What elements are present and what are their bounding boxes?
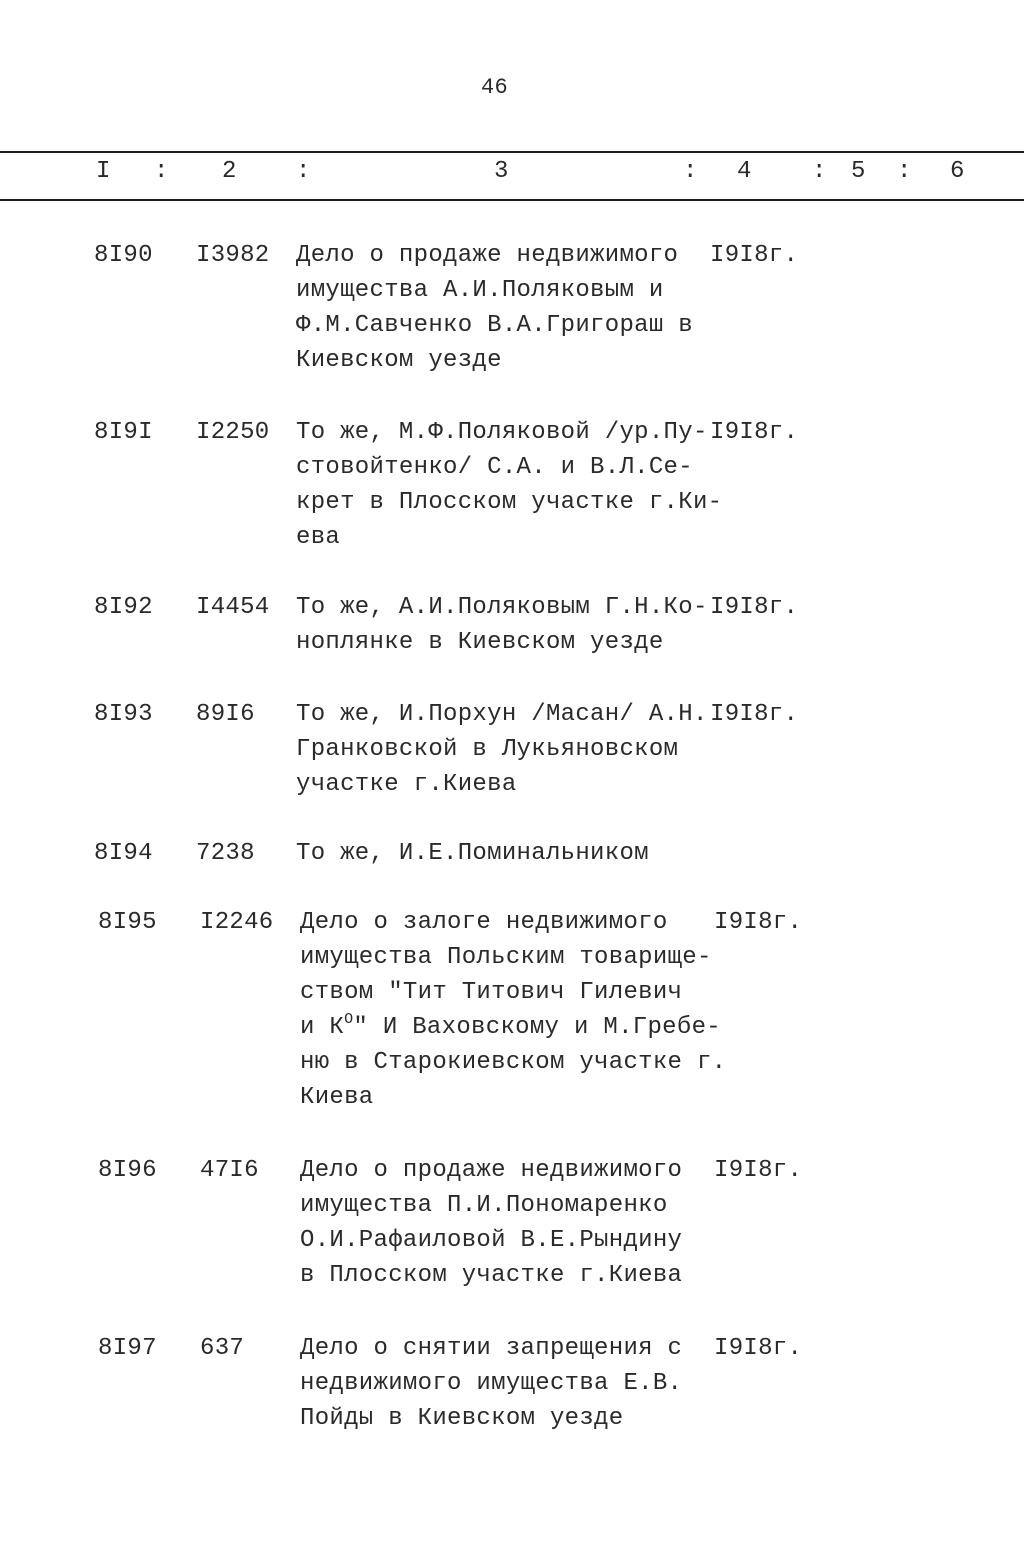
archive-file-number: 47I6 — [200, 1157, 259, 1184]
record-number: 8I92 — [94, 594, 153, 621]
record-description-line: То же, И.Е.Поминальником — [296, 840, 649, 867]
record-description-line — [300, 1010, 721, 1045]
record-description-line: участке г.Киева — [296, 771, 517, 798]
record-description-line: То же, И.Порхун /Масан/ А.Н. — [296, 701, 708, 728]
text-part: и К — [300, 1014, 345, 1041]
record-description-line: То же, М.Ф.Поляковой /ур.Пу- — [296, 419, 708, 446]
archive-file-number: 89I6 — [196, 701, 255, 728]
column-header: 3 — [494, 158, 509, 185]
record-description-line: Дело о продаже недвижимого — [296, 242, 679, 269]
column-separator: : — [683, 158, 698, 185]
record-number: 8I94 — [94, 840, 153, 867]
column-header: 2 — [222, 158, 237, 185]
record-number: 8I97 — [98, 1335, 157, 1362]
record-description-line: в Плосском участке г.Киева — [300, 1262, 683, 1289]
archive-file-number: I3982 — [196, 242, 270, 269]
record-description-line: Ф.М.Савченко В.А.Григораш в — [296, 312, 693, 339]
record-year: I9I8г. — [710, 701, 799, 728]
record-description-line: Гранковской в Лукьяновском — [296, 736, 679, 763]
column-separator: : — [296, 158, 311, 185]
record-description-line: имущества П.И.Пономаренко — [300, 1192, 668, 1219]
column-separator: : — [897, 158, 912, 185]
record-number: 8I96 — [98, 1157, 157, 1184]
record-description-line: недвижимого имущества Е.В. — [300, 1370, 683, 1397]
archive-file-number: I4454 — [196, 594, 270, 621]
record-number: 8I90 — [94, 242, 153, 269]
record-description-line: ноплянке в Киевском уезде — [296, 629, 664, 656]
column-header: 6 — [950, 158, 965, 185]
record-year: I9I8г. — [710, 419, 799, 446]
record-description-line: Киевском уезде — [296, 347, 502, 374]
record-description-line: крет в Плосском участке г.Ки- — [296, 489, 723, 516]
text-part: " И Ваховскому и М.Гребе- — [353, 1014, 721, 1041]
record-description-line: ню в Старокиевском участке г. — [300, 1049, 727, 1076]
record-description-line: Пойды в Киевском уезде — [300, 1405, 624, 1432]
record-year: I9I8г. — [710, 594, 799, 621]
record-description-line: Дело о залоге недвижимого — [300, 909, 668, 936]
archive-file-number: 637 — [200, 1335, 245, 1362]
column-separator: : — [154, 158, 169, 185]
record-description-line: Дело о продаже недвижимого — [300, 1157, 683, 1184]
page-number: 46 — [481, 75, 509, 100]
record-description-line: То же, А.И.Поляковым Г.Н.Ко- — [296, 594, 708, 621]
record-description-line: ева — [296, 524, 341, 551]
record-year: I9I8г. — [714, 1335, 803, 1362]
archive-file-number: 7238 — [196, 840, 255, 867]
superscript: О — [344, 1011, 354, 1028]
column-header: 5 — [851, 158, 866, 185]
record-description-line: Дело о снятии запрещения с — [300, 1335, 683, 1362]
archive-file-number: I2246 — [200, 909, 274, 936]
record-number: 8I95 — [98, 909, 157, 936]
record-description-line: ством "Тит Титович Гилевич — [300, 979, 683, 1006]
record-number: 8I9I — [94, 419, 153, 446]
record-year: I9I8г. — [714, 909, 803, 936]
header-bottom-rule — [0, 199, 1024, 201]
column-header: 4 — [737, 158, 752, 185]
record-description-line: имущества А.И.Поляковым и — [296, 277, 664, 304]
archive-file-number: I2250 — [196, 419, 270, 446]
record-year: I9I8г. — [714, 1157, 803, 1184]
record-description-line: О.И.Рафаиловой В.Е.Рындину — [300, 1227, 683, 1254]
header-top-rule — [0, 151, 1024, 153]
record-description-line: Киева — [300, 1084, 374, 1111]
column-separator: : — [812, 158, 827, 185]
record-description-line: стовойтенко/ С.А. и В.Л.Се- — [296, 454, 693, 481]
record-description-line: имущества Польским товарище- — [300, 944, 712, 971]
column-header: I — [96, 158, 111, 185]
record-number: 8I93 — [94, 701, 153, 728]
record-year: I9I8г. — [710, 242, 799, 269]
